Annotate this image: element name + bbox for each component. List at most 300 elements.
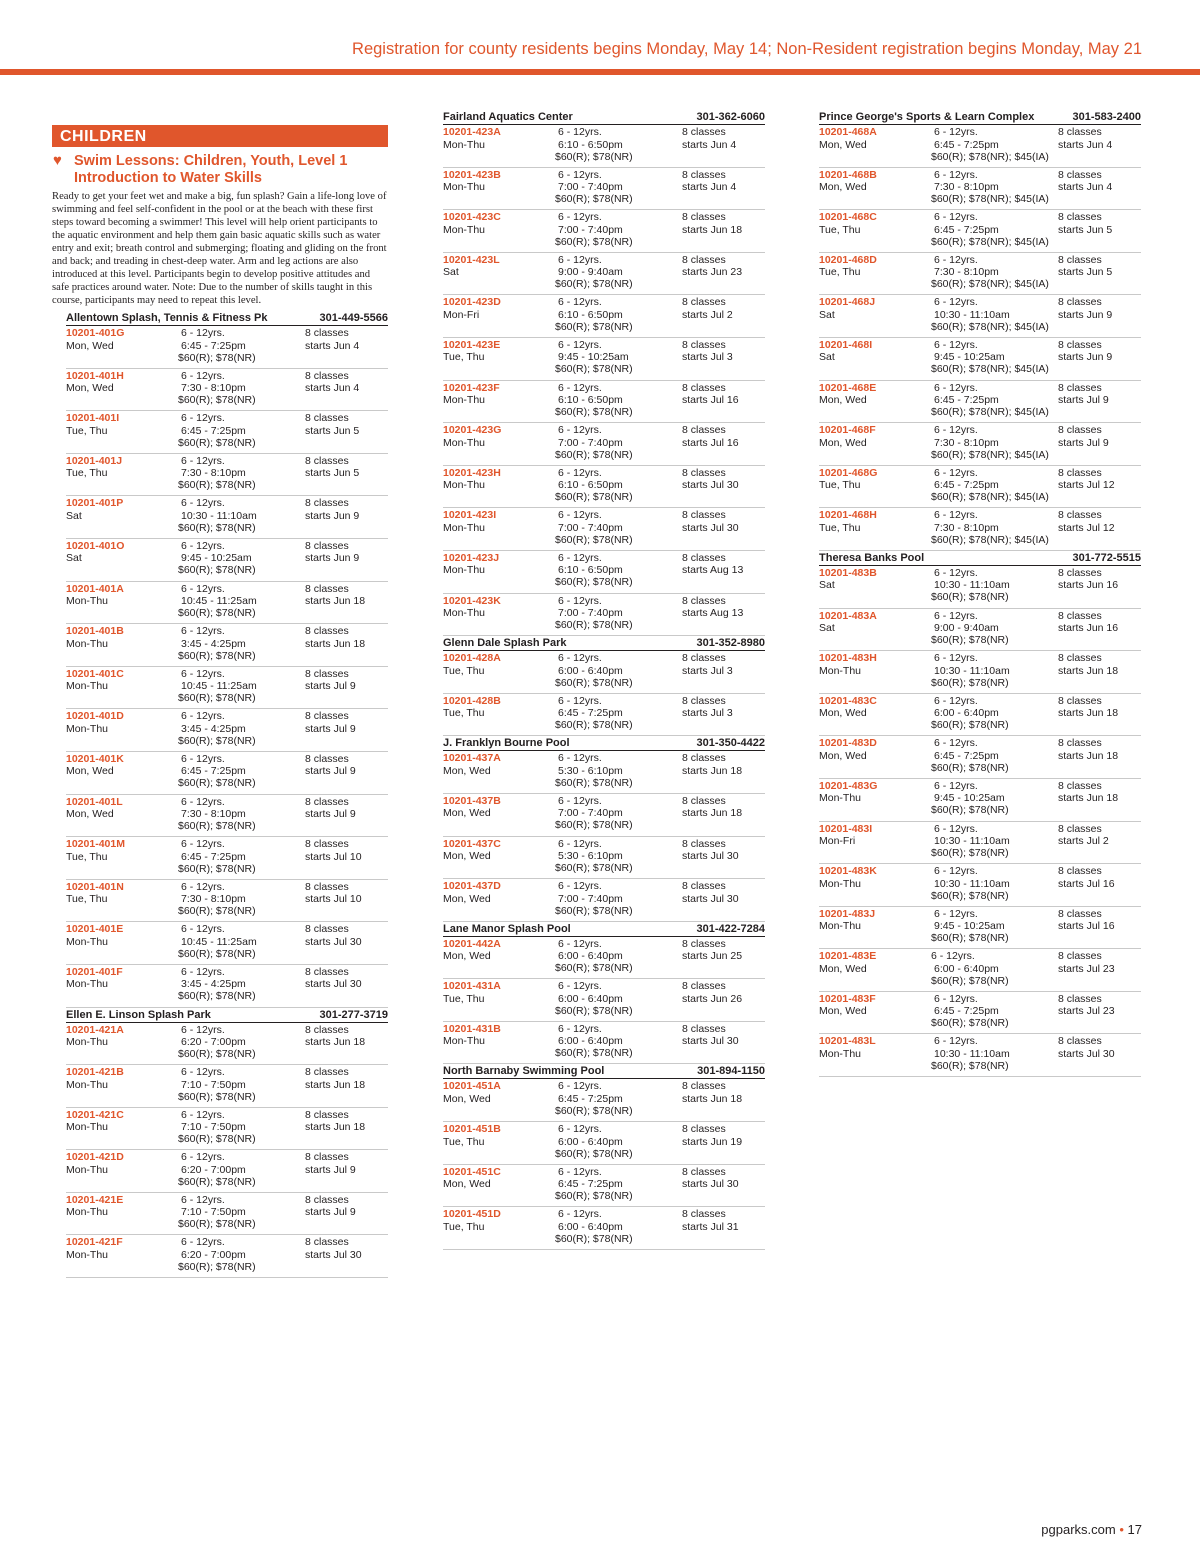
class-fee: $60(R); $78(NR): [555, 1232, 633, 1245]
class-fee: $60(R); $78(NR): [178, 734, 256, 747]
location-phone: 301-449-5566: [319, 312, 388, 324]
class-count: 8 classes: [1058, 992, 1102, 1005]
class-days: Sat: [66, 509, 82, 522]
age-range: 6 - 12yrs.: [558, 980, 602, 993]
age-range: 6 - 12yrs.: [934, 822, 978, 835]
table-row: [443, 168, 765, 211]
class-days: Tue, Thu: [443, 992, 485, 1005]
class-fee: $60(R); $78(NR): [931, 1017, 1009, 1030]
course-code: 10201-468F: [819, 424, 876, 437]
location-header: [66, 311, 388, 326]
class-fee: $60(R); $78(NR); $45(IA): [931, 193, 1049, 206]
class-time: 6:45 - 7:25pm: [558, 1178, 623, 1191]
age-range: 6 - 12yrs.: [934, 424, 978, 437]
page-footer: [1041, 1522, 1142, 1537]
age-range: 6 - 12yrs.: [934, 211, 978, 224]
class-days: Mon, Wed: [819, 138, 867, 151]
course-code: 10201-437A: [443, 752, 501, 765]
course-code: 10201-483K: [819, 865, 877, 878]
course-code: 10201-423J: [443, 551, 500, 564]
class-count: 8 classes: [682, 594, 726, 607]
course-code: 10201-401E: [66, 923, 124, 936]
table-row: [66, 1193, 388, 1236]
age-range: 6 - 12yrs.: [181, 965, 225, 978]
location-name: Lane Manor Splash Pool: [443, 922, 571, 935]
start-date: starts Jul 9: [305, 722, 356, 735]
class-time: 6:10 - 6:50pm: [558, 394, 623, 407]
class-days: Mon, Wed: [819, 394, 867, 407]
class-fee: $60(R); $78(NR): [555, 1190, 633, 1203]
course-code: 10201-468E: [819, 381, 877, 394]
class-count: 8 classes: [682, 1022, 726, 1035]
age-range: 6 - 12yrs.: [558, 168, 602, 181]
class-time: 6:00 - 6:40pm: [558, 992, 623, 1005]
class-days: Mon-Thu: [443, 479, 486, 492]
location-phone: 301-422-7284: [696, 922, 765, 935]
class-count: 8 classes: [305, 1193, 349, 1206]
start-date: starts Jun 5: [1058, 223, 1113, 236]
class-fee: $60(R); $78(NR): [555, 1004, 633, 1017]
start-date: starts Jun 4: [682, 181, 737, 194]
age-range: 6 - 12yrs.: [558, 1080, 602, 1093]
class-fee: $60(R); $78(NR); $45(IA): [931, 150, 1049, 163]
class-fee: $60(R); $78(NR): [931, 591, 1009, 604]
age-range: 6 - 12yrs.: [558, 837, 602, 850]
table-row: [819, 1034, 1141, 1077]
start-date: starts Jun 26: [682, 992, 743, 1005]
age-range: 6 - 12yrs.: [934, 466, 978, 479]
class-count: 8 classes: [682, 937, 726, 950]
class-time: 6:45 - 7:25pm: [181, 765, 246, 778]
course-code: 10201-401O: [66, 539, 125, 552]
class-days: Mon, Wed: [443, 950, 491, 963]
age-range: 6 - 12yrs.: [934, 381, 978, 394]
class-days: Tue, Thu: [443, 664, 485, 677]
start-date: starts Jun 16: [1058, 579, 1119, 592]
start-date: starts Jul 30: [682, 850, 739, 862]
course-code: 10201-423A: [443, 126, 501, 138]
course-code: 10201-401L: [66, 795, 123, 808]
class-count: 8 classes: [682, 837, 726, 850]
column-3: [819, 0, 1141, 1077]
location-phone: 301-894-1150: [697, 1065, 765, 1078]
course-code: 10201-483C: [819, 694, 877, 707]
age-range: 6 - 12yrs.: [558, 381, 602, 394]
class-days: Sat: [819, 351, 835, 364]
age-range: 6 - 12yrs.: [181, 1023, 225, 1036]
course-code: 10201-428B: [443, 694, 501, 707]
course-code: 10201-483L: [819, 1035, 876, 1048]
site-url: pgparks.com: [1041, 1522, 1116, 1537]
class-days: Sat: [819, 622, 835, 635]
class-time: 6:20 - 7:00pm: [181, 1163, 246, 1176]
class-fee: $60(R); $78(NR): [555, 719, 633, 732]
location-header: [443, 736, 765, 751]
class-count: 8 classes: [682, 253, 726, 266]
class-time: 7:30 - 8:10pm: [181, 467, 246, 480]
course-code: 10201-483H: [819, 652, 877, 665]
class-days: Mon-Fri: [819, 835, 856, 847]
start-date: starts Jun 5: [305, 467, 360, 480]
class-time: 10:30 - 11:10am: [934, 308, 1010, 321]
start-date: starts Jul 2: [682, 308, 733, 321]
course-code: 10201-468H: [819, 509, 877, 522]
start-date: starts Jun 18: [305, 1078, 366, 1091]
location-block: [819, 551, 1141, 1077]
start-date: starts Jun 18: [305, 595, 366, 608]
class-days: Mon-Thu: [66, 680, 109, 693]
course-code: 10201-421F: [66, 1236, 123, 1249]
class-fee: $60(R); $78(NR); $45(IA): [931, 448, 1049, 461]
age-range: 6 - 12yrs.: [181, 795, 225, 808]
location-name: Glenn Dale Splash Park: [443, 637, 567, 650]
class-days: Sat: [819, 579, 835, 592]
class-fee: $60(R); $78(NR): [178, 564, 256, 577]
class-days: Mon, Wed: [819, 1005, 867, 1018]
class-time: 6:00 - 6:40pm: [558, 1135, 623, 1148]
location-phone: 301-583-2400: [1072, 111, 1141, 123]
start-date: starts Jun 18: [305, 1121, 366, 1134]
table-row: [443, 253, 765, 296]
class-time: 6:45 - 7:25pm: [558, 1092, 623, 1105]
class-count: 8 classes: [682, 1080, 726, 1093]
table-row: [819, 253, 1141, 296]
class-count: 8 classes: [1058, 652, 1102, 665]
class-count: 8 classes: [305, 369, 349, 382]
location-block: [443, 1064, 765, 1249]
class-count: 8 classes: [305, 539, 349, 552]
age-range: 6 - 12yrs.: [934, 1035, 978, 1048]
location-header: [819, 551, 1141, 566]
class-time: 7:00 - 7:40pm: [558, 181, 623, 194]
age-range: 6 - 12yrs.: [181, 539, 225, 552]
table-row: [443, 1165, 765, 1208]
course-code: 10201-423F: [443, 381, 500, 394]
table-row: [819, 694, 1141, 737]
class-fee: $60(R); $78(NR): [931, 847, 1009, 859]
class-fee: $60(R); $78(NR): [555, 862, 633, 874]
course-code: 10201-423I: [443, 509, 497, 522]
class-time: 7:00 - 7:40pm: [558, 892, 623, 905]
class-time: 10:30 - 11:10am: [934, 579, 1010, 592]
class-days: Mon, Wed: [66, 765, 114, 778]
class-days: Mon-Thu: [443, 1035, 486, 1048]
class-time: 7:30 - 8:10pm: [181, 893, 246, 906]
table-row: [819, 907, 1141, 950]
start-date: starts Jul 9: [305, 808, 356, 821]
start-date: starts Jul 16: [1058, 877, 1115, 890]
age-range: 6 - 12yrs.: [558, 551, 602, 564]
class-days: Mon-Thu: [66, 1121, 109, 1134]
age-range: 6 - 12yrs.: [558, 694, 602, 707]
location-phone: 301-772-5515: [1072, 551, 1141, 564]
course-code: 10201-483G: [819, 779, 878, 792]
age-range: 6 - 12yrs.: [934, 694, 978, 707]
location-name: Fairland Aquatics Center: [443, 111, 573, 123]
class-fee: $60(R); $78(NR): [555, 576, 633, 589]
course-code: 10201-442A: [443, 937, 501, 950]
class-time: 7:30 - 8:10pm: [934, 521, 999, 534]
table-row: [443, 751, 765, 794]
class-count: 8 classes: [1058, 907, 1102, 920]
class-count: 8 classes: [682, 296, 726, 309]
start-date: starts Jul 30: [682, 892, 739, 905]
class-fee: $60(R); $78(NR): [555, 533, 633, 546]
class-fee: $60(R); $78(NR); $45(IA): [931, 278, 1049, 291]
class-fee: $60(R); $78(NR): [931, 761, 1009, 774]
class-time: 9:45 - 10:25am: [181, 552, 252, 565]
class-fee: $60(R); $78(NR); $45(IA): [931, 320, 1049, 333]
start-date: starts Jul 16: [1058, 920, 1115, 933]
age-range: 6 - 12yrs.: [558, 211, 602, 224]
class-time: 10:45 - 11:25am: [181, 935, 257, 948]
class-fee: $60(R); $78(NR): [931, 804, 1009, 817]
age-range: 6 - 12yrs.: [934, 865, 978, 878]
class-days: Mon-Thu: [819, 664, 862, 677]
class-days: Mon, Wed: [819, 962, 867, 975]
class-time: 7:00 - 7:40pm: [558, 521, 623, 534]
course-code: 10201-483A: [819, 609, 877, 622]
start-date: starts Jun 25: [682, 950, 743, 963]
location-name: Prince George's Sports & Learn Complex: [819, 111, 1035, 123]
class-fee: $60(R); $78(NR): [178, 777, 256, 790]
class-count: 8 classes: [305, 327, 349, 339]
class-time: 6:45 - 7:25pm: [558, 707, 623, 720]
class-count: 8 classes: [682, 1165, 726, 1178]
start-date: starts Jun 5: [305, 424, 360, 437]
age-range: 6 - 12yrs.: [934, 652, 978, 665]
class-fee: $60(R); $78(NR): [178, 1260, 256, 1273]
table-row: [819, 779, 1141, 822]
class-time: 10:30 - 11:10am: [934, 877, 1010, 890]
location-phone: 301-352-8980: [696, 637, 765, 650]
registration-notice: Registration for county residents begins Monday, May 14; Non-Resident registration begins Monday, May 21: [352, 40, 1142, 58]
start-date: starts Jul 9: [305, 680, 356, 693]
class-fee: $60(R); $78(NR); $45(IA): [931, 235, 1049, 248]
section-title: CHILDREN: [52, 125, 388, 147]
course-code: 10201-421E: [66, 1193, 124, 1206]
class-days: Mon-Thu: [66, 1036, 109, 1048]
class-time: 6:20 - 7:00pm: [181, 1248, 246, 1261]
class-time: 6:45 - 7:25pm: [934, 479, 999, 492]
class-count: 8 classes: [682, 211, 726, 224]
class-time: 7:30 - 8:10pm: [934, 436, 999, 449]
class-days: Mon-Thu: [66, 1248, 109, 1261]
age-range: 6 - 12yrs.: [934, 126, 978, 138]
table-row: [443, 423, 765, 466]
class-fee: $60(R); $78(NR); $45(IA): [931, 363, 1049, 376]
table-row: [819, 992, 1141, 1035]
table-row: [66, 454, 388, 497]
class-days: Mon, Wed: [443, 892, 491, 905]
class-fee: $60(R); $78(NR): [178, 862, 256, 875]
table-row: [819, 295, 1141, 338]
class-days: Sat: [443, 266, 459, 279]
start-date: starts Jul 30: [305, 978, 362, 991]
start-date: starts Jul 30: [682, 1035, 739, 1048]
course-code: 10201-423L: [443, 253, 500, 266]
course-code: 10201-423D: [443, 296, 501, 309]
class-days: Tue, Thu: [819, 479, 861, 492]
class-fee: $60(R); $78(NR): [178, 1090, 256, 1103]
class-count: 8 classes: [1058, 126, 1102, 138]
age-range: 6 - 12yrs.: [181, 1151, 225, 1164]
class-count: 8 classes: [305, 1023, 349, 1036]
age-range: 6 - 12yrs.: [558, 126, 602, 138]
class-fee: $60(R); $78(NR): [178, 990, 256, 1003]
start-date: starts Jul 31: [682, 1220, 739, 1233]
start-date: starts Jul 23: [1058, 962, 1115, 975]
course-code: 10201-483F: [819, 992, 876, 1005]
start-date: starts Jun 5: [1058, 266, 1113, 279]
class-days: Mon, Wed: [443, 764, 491, 777]
class-count: 8 classes: [305, 710, 349, 723]
age-range: 6 - 12yrs.: [934, 907, 978, 920]
table-row: [819, 381, 1141, 424]
page-number: 17: [1127, 1522, 1142, 1537]
class-days: Tue, Thu: [66, 424, 108, 437]
start-date: starts Jul 23: [1058, 1005, 1115, 1018]
table-row: [819, 423, 1141, 466]
class-days: Tue, Thu: [66, 893, 108, 906]
course-code: 10201-421C: [66, 1108, 124, 1121]
start-date: starts Jun 9: [1058, 308, 1113, 321]
age-range: 6 - 12yrs.: [181, 1066, 225, 1079]
class-fee: $60(R); $78(NR): [178, 436, 256, 449]
class-days: Mon-Thu: [66, 1206, 109, 1219]
class-fee: $60(R); $78(NR): [178, 692, 256, 705]
table-row: [443, 1122, 765, 1165]
class-fee: $60(R); $78(NR): [178, 649, 256, 662]
location-block: [443, 922, 765, 1065]
table-row: [66, 539, 388, 582]
class-time: 7:00 - 7:40pm: [558, 607, 623, 620]
class-days: Mon, Wed: [443, 850, 491, 862]
class-count: 8 classes: [682, 168, 726, 181]
class-fee: $60(R); $78(NR): [555, 406, 633, 419]
start-date: starts Jul 9: [305, 1206, 356, 1219]
start-date: starts Jun 18: [305, 637, 366, 650]
table-row: [443, 979, 765, 1022]
table-row: [66, 411, 388, 454]
start-date: starts Jul 30: [682, 521, 739, 534]
class-count: 8 classes: [305, 795, 349, 808]
class-days: Tue, Thu: [443, 351, 485, 364]
age-range: 6 - 12yrs.: [558, 594, 602, 607]
class-fee: $60(R); $78(NR); $45(IA): [931, 406, 1049, 419]
class-days: Sat: [819, 308, 835, 321]
class-time: 7:30 - 8:10pm: [181, 808, 246, 821]
start-date: starts Jul 9: [305, 1163, 356, 1176]
start-date: starts Jul 30: [1058, 1047, 1115, 1060]
age-range: 6 - 12yrs.: [558, 1123, 602, 1136]
class-count: 8 classes: [1058, 211, 1102, 224]
class-fee: $60(R); $78(NR): [178, 394, 256, 407]
start-date: starts Jul 30: [305, 935, 362, 948]
age-range: 6 - 12yrs.: [181, 369, 225, 382]
age-range: 6 - 12yrs.: [934, 253, 978, 266]
class-count: 8 classes: [305, 582, 349, 595]
class-count: 8 classes: [682, 652, 726, 665]
start-date: starts Jun 18: [1058, 707, 1119, 720]
class-fee: $60(R); $78(NR): [555, 448, 633, 461]
table-row: [443, 794, 765, 837]
start-date: starts Jul 30: [682, 1178, 739, 1191]
class-count: 8 classes: [305, 1236, 349, 1249]
class-count: 8 classes: [682, 794, 726, 807]
start-date: starts Jul 16: [682, 436, 739, 449]
table-row: [66, 837, 388, 880]
course-code: 10201-401J: [66, 454, 123, 467]
table-row: [443, 837, 765, 880]
table-row: [819, 125, 1141, 168]
age-range: 6 - 12yrs.: [934, 609, 978, 622]
table-row: [66, 496, 388, 539]
age-range: 6 - 12yrs.: [934, 509, 978, 522]
start-date: starts Jul 2: [1058, 835, 1109, 847]
age-range: 6 - 12yrs.: [558, 466, 602, 479]
class-days: Mon-Thu: [443, 394, 486, 407]
class-days: Mon-Thu: [443, 521, 486, 534]
age-range: 6 - 12yrs.: [181, 923, 225, 936]
table-row: [443, 466, 765, 509]
class-time: 6:10 - 6:50pm: [558, 308, 623, 321]
start-date: starts Jun 23: [682, 266, 743, 279]
class-time: 7:10 - 7:50pm: [181, 1121, 246, 1134]
age-range: 6 - 12yrs.: [934, 168, 978, 181]
course-code: 10201-451A: [443, 1080, 501, 1093]
age-range: 6 - 12yrs.: [181, 752, 225, 765]
class-count: 8 classes: [682, 381, 726, 394]
class-fee: $60(R); $78(NR): [178, 947, 256, 960]
location-header: [443, 1064, 765, 1079]
course-code: 10201-401B: [66, 625, 124, 638]
class-days: Tue, Thu: [443, 1220, 485, 1233]
age-range: 6 - 12yrs.: [558, 509, 602, 522]
class-count: 8 classes: [1058, 338, 1102, 351]
table-row: [819, 864, 1141, 907]
class-count: 8 classes: [305, 497, 349, 510]
location-name: Theresa Banks Pool: [819, 551, 925, 564]
class-count: 8 classes: [1058, 822, 1102, 835]
age-range: 6 - 12yrs.: [181, 710, 225, 723]
table-row: [819, 949, 1141, 992]
course-description: Ready to get your feet wet and make a big, fun splash? Gain a life-long love of swimming and feel self-confident in the pool or at the beach with these first steps toward becoming a swimmer! This level will help orient participants to the aquatic environment and help them gain basic aquatic skills such as water entry and exit; breath control and submerging; floating and gliding on the front and back; and treading in chest-deep water. Arm and leg actions are also introduced at this level. Participants begin to develop positive attitudes and safe practices around water. Note: Due to the number of skills taught in this course, participants may need to repeat this level.: [52, 191, 387, 306]
location-phone: 301-277-3719: [319, 1008, 388, 1021]
class-days: Mon-Thu: [443, 223, 486, 236]
start-date: starts Jul 12: [1058, 479, 1115, 492]
age-range: 6 - 12yrs.: [181, 327, 225, 339]
class-time: 9:45 - 10:25am: [934, 920, 1005, 933]
start-date: starts Jul 9: [305, 765, 356, 778]
class-days: Mon-Thu: [66, 595, 109, 608]
course-code: 10201-423C: [443, 211, 501, 224]
class-time: 6:45 - 7:25pm: [934, 749, 999, 762]
class-time: 9:45 - 10:25am: [934, 351, 1005, 364]
class-fee: $60(R); $78(NR); $45(IA): [931, 533, 1049, 546]
table-row: [819, 651, 1141, 694]
location-phone: 301-350-4422: [696, 737, 765, 750]
course-code: 10201-468G: [819, 466, 878, 479]
location-list: [443, 110, 765, 1250]
class-days: Tue, Thu: [66, 850, 108, 863]
class-count: 8 classes: [1058, 253, 1102, 266]
table-row: [443, 1079, 765, 1122]
table-row: [819, 338, 1141, 381]
class-count: 8 classes: [1058, 1035, 1102, 1048]
class-fee: $60(R); $78(NR): [555, 193, 633, 206]
class-days: Mon-Thu: [66, 978, 109, 991]
